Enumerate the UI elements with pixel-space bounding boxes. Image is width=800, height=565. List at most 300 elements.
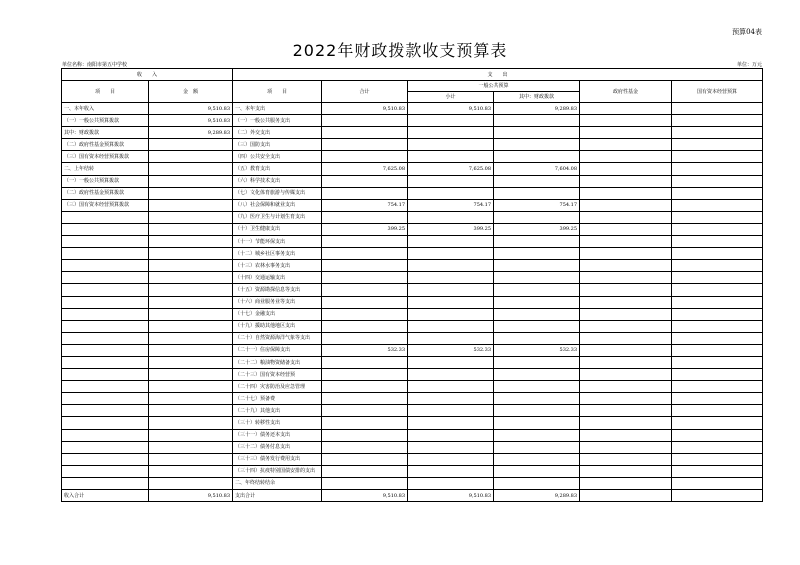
table-row bbox=[62, 236, 763, 248]
gov-fund-cell bbox=[580, 381, 672, 393]
state-capital-cell bbox=[672, 151, 763, 163]
state-capital-cell bbox=[672, 284, 763, 296]
income-amount-cell: 9,510.83 bbox=[149, 115, 233, 127]
total-cell: 532.33 bbox=[322, 344, 408, 356]
expenditure-item-cell: （十一）节能环保支出 bbox=[233, 236, 322, 248]
gov-fund-cell bbox=[580, 405, 672, 417]
subtotal-cell bbox=[408, 308, 494, 320]
total-cell bbox=[322, 296, 408, 308]
total-cell: 9,510.83 bbox=[322, 103, 408, 115]
subtotal-cell bbox=[408, 393, 494, 405]
income-amount-cell bbox=[149, 223, 233, 235]
gov-fund-cell bbox=[580, 320, 672, 332]
state-capital-cell bbox=[672, 356, 763, 368]
subtotal-cell bbox=[408, 151, 494, 163]
table-row bbox=[62, 248, 763, 260]
income-item-cell bbox=[62, 453, 149, 465]
fiscal-cell bbox=[494, 296, 580, 308]
state-capital-cell bbox=[672, 405, 763, 417]
total-cell bbox=[322, 393, 408, 405]
income-item-cell bbox=[62, 405, 149, 417]
income-amount-cell bbox=[149, 369, 233, 381]
income-header: 收 入 bbox=[62, 69, 233, 81]
table-row bbox=[62, 332, 763, 344]
fiscal-cell: 9,289.83 bbox=[494, 103, 580, 115]
table-row bbox=[62, 453, 763, 465]
state-capital-cell bbox=[672, 332, 763, 344]
income-item-cell bbox=[62, 429, 149, 441]
income-amount-cell bbox=[149, 248, 233, 260]
table-row bbox=[62, 223, 763, 235]
expenditure-item-cell: （二十一）住房保障支出 bbox=[233, 344, 322, 356]
table-row bbox=[62, 308, 763, 320]
gov-fund-cell bbox=[580, 260, 672, 272]
income-item-cell bbox=[62, 441, 149, 453]
table-row bbox=[62, 320, 763, 332]
income-amount-cell bbox=[149, 344, 233, 356]
fiscal-cell bbox=[494, 465, 580, 477]
expenditure-item-cell: （三十四）抗疫特别国债安排的支出 bbox=[233, 465, 322, 477]
subtotal-header: 小计 bbox=[408, 92, 494, 103]
gov-fund-cell bbox=[580, 163, 672, 175]
fiscal-cell bbox=[494, 393, 580, 405]
gov-fund-cell bbox=[580, 115, 672, 127]
expenditure-item-header: 项 目 bbox=[233, 81, 322, 103]
income-amount-cell bbox=[149, 308, 233, 320]
state-capital-cell bbox=[672, 393, 763, 405]
gov-fund-cell bbox=[580, 211, 672, 223]
gov-fund-cell bbox=[580, 284, 672, 296]
total-cell bbox=[322, 369, 408, 381]
fiscal-cell bbox=[494, 332, 580, 344]
total-header: 合计 bbox=[322, 81, 408, 103]
fiscal-cell bbox=[494, 115, 580, 127]
fiscal-cell bbox=[494, 429, 580, 441]
state-capital-cell bbox=[672, 369, 763, 381]
income-item-cell bbox=[62, 272, 149, 284]
expenditure-item-cell: （二十四）灾害防治及应急管理 bbox=[233, 381, 322, 393]
fiscal-cell: 532.33 bbox=[494, 344, 580, 356]
fiscal-cell bbox=[494, 417, 580, 429]
gov-fund-cell bbox=[580, 332, 672, 344]
income-item-cell bbox=[62, 381, 149, 393]
subtotal-cell bbox=[408, 465, 494, 477]
gov-fund-header: 政府性基金 bbox=[580, 81, 672, 103]
income-item-cell bbox=[62, 369, 149, 381]
total-cell bbox=[322, 429, 408, 441]
income-item-cell: （一）一般公共预算拨款 bbox=[62, 175, 149, 187]
income-item-cell bbox=[62, 356, 149, 368]
total-cell bbox=[322, 211, 408, 223]
fiscal-cell bbox=[494, 441, 580, 453]
gov-fund-cell bbox=[580, 151, 672, 163]
income-item-cell bbox=[62, 465, 149, 477]
expenditure-item-cell: （十三）农林水事务支出 bbox=[233, 260, 322, 272]
state-capital-cell bbox=[672, 115, 763, 127]
fiscal-cell bbox=[494, 405, 580, 417]
expenditure-item-cell: （十）卫生健康支出 bbox=[233, 223, 322, 235]
expenditure-item-cell: （二十）自然资源海洋气象等支出 bbox=[233, 332, 322, 344]
income-amount-cell bbox=[149, 320, 233, 332]
table-row bbox=[62, 477, 763, 489]
gov-fund-cell bbox=[580, 417, 672, 429]
gov-fund-cell bbox=[580, 296, 672, 308]
expenditure-header: 支 出 bbox=[233, 69, 763, 81]
total-cell bbox=[322, 248, 408, 260]
expenditure-total-label: 支出合计 bbox=[233, 490, 322, 502]
expenditure-item-cell: （十六）商业服务业等支出 bbox=[233, 296, 322, 308]
total-cell bbox=[322, 320, 408, 332]
income-amount-cell bbox=[149, 284, 233, 296]
subtotal-cell bbox=[408, 381, 494, 393]
income-amount-cell bbox=[149, 151, 233, 163]
income-item-cell bbox=[62, 393, 149, 405]
expenditure-item-cell: （八）社会保障和就业支出 bbox=[233, 199, 322, 211]
fiscal-cell bbox=[494, 320, 580, 332]
income-amount-cell: 9,510.83 bbox=[149, 103, 233, 115]
total-cell bbox=[322, 139, 408, 151]
table-row bbox=[62, 441, 763, 453]
state-capital-cell bbox=[672, 308, 763, 320]
expenditure-item-cell: （二十三）国有资本经营预 bbox=[233, 369, 322, 381]
fiscal-cell bbox=[494, 139, 580, 151]
state-capital-cell bbox=[672, 296, 763, 308]
gov-fund-cell bbox=[580, 236, 672, 248]
budget-table bbox=[61, 68, 763, 502]
income-amount-cell bbox=[149, 381, 233, 393]
fiscal-cell bbox=[494, 236, 580, 248]
state-capital-cell bbox=[672, 477, 763, 489]
subtotal-cell bbox=[408, 477, 494, 489]
income-item-cell bbox=[62, 477, 149, 489]
expenditure-item-cell: （四）公共安全支出 bbox=[233, 151, 322, 163]
expenditure-item-cell: （十九）援助其他地区支出 bbox=[233, 320, 322, 332]
gov-fund-cell bbox=[580, 248, 672, 260]
table-row bbox=[62, 187, 763, 199]
income-amount-cell bbox=[149, 199, 233, 211]
total-cell bbox=[322, 284, 408, 296]
fiscal-sum: 9,289.83 bbox=[494, 490, 580, 502]
subtotal-cell bbox=[408, 284, 494, 296]
expenditure-item-cell: （二）外交支出 bbox=[233, 127, 322, 139]
table-row bbox=[62, 260, 763, 272]
subtotal-sum: 9,510.83 bbox=[408, 490, 494, 502]
table-row bbox=[62, 356, 763, 368]
total-cell bbox=[322, 127, 408, 139]
total-cell bbox=[322, 453, 408, 465]
expenditure-item-cell: （三）国防支出 bbox=[233, 139, 322, 151]
subtotal-cell bbox=[408, 260, 494, 272]
expenditure-item-cell: （七）文化体育旅游与传媒支出 bbox=[233, 187, 322, 199]
total-cell: 7,625.08 bbox=[322, 163, 408, 175]
income-item-cell bbox=[62, 308, 149, 320]
totals-row bbox=[62, 490, 763, 502]
table-row bbox=[62, 465, 763, 477]
gov-fund-cell bbox=[580, 139, 672, 151]
gov-fund-cell bbox=[580, 369, 672, 381]
income-amount-cell bbox=[149, 417, 233, 429]
total-cell bbox=[322, 405, 408, 417]
state-capital-cell bbox=[672, 429, 763, 441]
income-item-cell bbox=[62, 320, 149, 332]
income-amount-cell bbox=[149, 175, 233, 187]
income-amount-cell bbox=[149, 163, 233, 175]
income-amount-cell bbox=[149, 260, 233, 272]
income-item-cell: 其中：财政拨款 bbox=[62, 127, 149, 139]
subtotal-cell: 754.17 bbox=[408, 199, 494, 211]
state-capital-cell bbox=[672, 272, 763, 284]
income-item-cell: 一、本年收入 bbox=[62, 103, 149, 115]
subtotal-cell bbox=[408, 369, 494, 381]
expenditure-item-cell: 二、年终结转结余 bbox=[233, 477, 322, 489]
fiscal-cell bbox=[494, 175, 580, 187]
gov-fund-cell bbox=[580, 429, 672, 441]
fiscal-cell bbox=[494, 369, 580, 381]
subtotal-cell bbox=[408, 417, 494, 429]
income-item-cell: （二）政府性基金预算拨款 bbox=[62, 139, 149, 151]
subtotal-cell bbox=[408, 441, 494, 453]
expenditure-item-cell: （二十九）其他支出 bbox=[233, 405, 322, 417]
expenditure-item-cell: （十二）城乡社区事务支出 bbox=[233, 248, 322, 260]
subtotal-cell: 7,625.08 bbox=[408, 163, 494, 175]
fiscal-cell: 7,604.08 bbox=[494, 163, 580, 175]
table-row bbox=[62, 429, 763, 441]
table-row bbox=[62, 151, 763, 163]
total-cell bbox=[322, 381, 408, 393]
state-capital-cell bbox=[672, 465, 763, 477]
state-capital-sum bbox=[672, 490, 763, 502]
table-row bbox=[62, 272, 763, 284]
total-cell: 399.25 bbox=[322, 223, 408, 235]
expenditure-item-cell: （十七）金融支出 bbox=[233, 308, 322, 320]
fiscal-cell bbox=[494, 477, 580, 489]
income-item-cell: （一）一般公共预算拨款 bbox=[62, 115, 149, 127]
fiscal-header: 其中：财政拨款 bbox=[494, 92, 580, 103]
expenditure-item-cell: （三十）转移性支出 bbox=[233, 417, 322, 429]
income-amount-cell bbox=[149, 187, 233, 199]
income-total-amount: 9,510.83 bbox=[149, 490, 233, 502]
state-capital-cell bbox=[672, 260, 763, 272]
fiscal-cell: 754.17 bbox=[494, 199, 580, 211]
income-item-cell: （三）国有资本经营预算拨款 bbox=[62, 151, 149, 163]
fiscal-cell: 399.25 bbox=[494, 223, 580, 235]
table-row bbox=[62, 127, 763, 139]
subtotal-cell bbox=[408, 320, 494, 332]
total-cell bbox=[322, 272, 408, 284]
table-row bbox=[62, 284, 763, 296]
table-row bbox=[62, 344, 763, 356]
total-cell bbox=[322, 151, 408, 163]
table-row bbox=[62, 139, 763, 151]
table-row bbox=[62, 417, 763, 429]
state-capital-cell bbox=[672, 187, 763, 199]
subtotal-cell bbox=[408, 429, 494, 441]
expenditure-item-cell: （三十一）债务还本支出 bbox=[233, 429, 322, 441]
income-item-cell bbox=[62, 284, 149, 296]
fiscal-cell bbox=[494, 187, 580, 199]
income-amount-cell: 9,289.83 bbox=[149, 127, 233, 139]
subtotal-cell bbox=[408, 187, 494, 199]
expenditure-item-cell: （十四）交通运输支出 bbox=[233, 272, 322, 284]
total-cell bbox=[322, 417, 408, 429]
state-capital-cell bbox=[672, 236, 763, 248]
table-row bbox=[62, 163, 763, 175]
total-cell bbox=[322, 356, 408, 368]
state-capital-cell bbox=[672, 320, 763, 332]
gov-fund-cell bbox=[580, 187, 672, 199]
fiscal-cell bbox=[494, 211, 580, 223]
expenditure-item-cell: （六）科学技术支出 bbox=[233, 175, 322, 187]
subtotal-cell bbox=[408, 139, 494, 151]
expenditure-item-cell: （二十七）预备费 bbox=[233, 393, 322, 405]
table-row bbox=[62, 369, 763, 381]
state-capital-cell bbox=[672, 139, 763, 151]
subtotal-cell bbox=[408, 272, 494, 284]
fiscal-cell bbox=[494, 272, 580, 284]
income-amount-cell bbox=[149, 332, 233, 344]
income-item-cell: （二）政府性基金预算拨款 bbox=[62, 187, 149, 199]
state-capital-header: 国有资本经营预算 bbox=[672, 81, 763, 103]
table-row bbox=[62, 103, 763, 115]
gov-fund-cell bbox=[580, 127, 672, 139]
income-amount-cell bbox=[149, 211, 233, 223]
table-row bbox=[62, 393, 763, 405]
gov-fund-cell bbox=[580, 465, 672, 477]
state-capital-cell bbox=[672, 127, 763, 139]
income-amount-cell bbox=[149, 441, 233, 453]
income-total-label: 收入合计 bbox=[62, 490, 149, 502]
income-amount-cell bbox=[149, 272, 233, 284]
income-item-cell bbox=[62, 223, 149, 235]
fiscal-cell bbox=[494, 127, 580, 139]
income-item-cell bbox=[62, 296, 149, 308]
gov-fund-cell bbox=[580, 103, 672, 115]
gov-fund-cell bbox=[580, 441, 672, 453]
state-capital-cell bbox=[672, 223, 763, 235]
state-capital-cell bbox=[672, 441, 763, 453]
expenditure-item-cell: （三十三）债务发行费用支出 bbox=[233, 453, 322, 465]
table-row bbox=[62, 199, 763, 211]
income-item-cell: （三）国有资本经营预算拨款 bbox=[62, 199, 149, 211]
total-cell bbox=[322, 260, 408, 272]
expenditure-item-cell: （五）教育支出 bbox=[233, 163, 322, 175]
table-row bbox=[62, 211, 763, 223]
expenditure-item-cell: （二十二）粮油物资储备支出 bbox=[233, 356, 322, 368]
expenditure-item-cell: （九）医疗卫生与计划生育支出 bbox=[233, 211, 322, 223]
income-item-cell bbox=[62, 344, 149, 356]
income-amount-cell bbox=[149, 236, 233, 248]
expenditure-item-cell: （三十二）债务付息支出 bbox=[233, 441, 322, 453]
subtotal-cell bbox=[408, 453, 494, 465]
subtotal-cell: 399.25 bbox=[408, 223, 494, 235]
unit-label: 单位：万元 bbox=[736, 62, 762, 68]
subtotal-cell: 532.33 bbox=[408, 344, 494, 356]
fiscal-cell bbox=[494, 356, 580, 368]
income-amount-cell bbox=[149, 405, 233, 417]
total-cell bbox=[322, 308, 408, 320]
total-cell bbox=[322, 441, 408, 453]
fiscal-cell bbox=[494, 284, 580, 296]
subtotal-cell bbox=[408, 332, 494, 344]
subtotal-cell bbox=[408, 296, 494, 308]
gov-fund-cell bbox=[580, 393, 672, 405]
state-capital-cell bbox=[672, 103, 763, 115]
income-amount-header: 金 额 bbox=[149, 81, 233, 103]
subtotal-cell bbox=[408, 248, 494, 260]
subtotal-cell bbox=[408, 211, 494, 223]
state-capital-cell bbox=[672, 248, 763, 260]
gov-fund-cell bbox=[580, 223, 672, 235]
total-cell bbox=[322, 332, 408, 344]
fiscal-cell bbox=[494, 151, 580, 163]
fiscal-cell bbox=[494, 381, 580, 393]
total-cell bbox=[322, 236, 408, 248]
income-amount-cell bbox=[149, 429, 233, 441]
table-row bbox=[62, 296, 763, 308]
state-capital-cell bbox=[672, 211, 763, 223]
total-cell bbox=[322, 175, 408, 187]
total-cell bbox=[322, 465, 408, 477]
gov-fund-cell bbox=[580, 477, 672, 489]
table-row bbox=[62, 381, 763, 393]
total-cell: 754.17 bbox=[322, 199, 408, 211]
general-budget-header: 一般公共预算 bbox=[408, 81, 580, 92]
state-capital-cell bbox=[672, 175, 763, 187]
income-amount-cell bbox=[149, 453, 233, 465]
subtotal-cell bbox=[408, 356, 494, 368]
gov-fund-cell bbox=[580, 175, 672, 187]
expenditure-item-cell: 一、本年支出 bbox=[233, 103, 322, 115]
subtotal-cell bbox=[408, 405, 494, 417]
expenditure-item-cell: （十五）资源勘探信息等支出 bbox=[233, 284, 322, 296]
fiscal-cell bbox=[494, 453, 580, 465]
state-capital-cell bbox=[672, 163, 763, 175]
income-item-header: 项 目 bbox=[62, 81, 149, 103]
total-cell bbox=[322, 115, 408, 127]
state-capital-cell bbox=[672, 453, 763, 465]
subtotal-cell: 9,510.83 bbox=[408, 103, 494, 115]
state-capital-cell bbox=[672, 381, 763, 393]
total-cell bbox=[322, 187, 408, 199]
income-amount-cell bbox=[149, 477, 233, 489]
gov-fund-cell bbox=[580, 308, 672, 320]
income-amount-cell bbox=[149, 393, 233, 405]
income-amount-cell bbox=[149, 296, 233, 308]
subtotal-cell bbox=[408, 236, 494, 248]
unit-name: 单位名称：南阳市第五中学校 bbox=[62, 62, 128, 68]
subtotal-cell bbox=[408, 127, 494, 139]
income-item-cell bbox=[62, 332, 149, 344]
state-capital-cell bbox=[672, 417, 763, 429]
income-item-cell bbox=[62, 417, 149, 429]
state-capital-cell bbox=[672, 199, 763, 211]
fiscal-cell bbox=[494, 248, 580, 260]
gov-fund-cell bbox=[580, 199, 672, 211]
income-amount-cell bbox=[149, 139, 233, 151]
income-amount-cell bbox=[149, 465, 233, 477]
income-item-cell bbox=[62, 260, 149, 272]
form-number: 预算04表 bbox=[732, 28, 762, 36]
gov-fund-cell bbox=[580, 453, 672, 465]
page-title: 2022年财政拨款收支预算表 bbox=[292, 41, 508, 60]
expenditure-item-cell: （一）一般公共服务支出 bbox=[233, 115, 322, 127]
subtotal-cell bbox=[408, 175, 494, 187]
table-row bbox=[62, 175, 763, 187]
table-row bbox=[62, 405, 763, 417]
table-row bbox=[62, 115, 763, 127]
income-item-cell bbox=[62, 236, 149, 248]
fiscal-cell bbox=[494, 308, 580, 320]
